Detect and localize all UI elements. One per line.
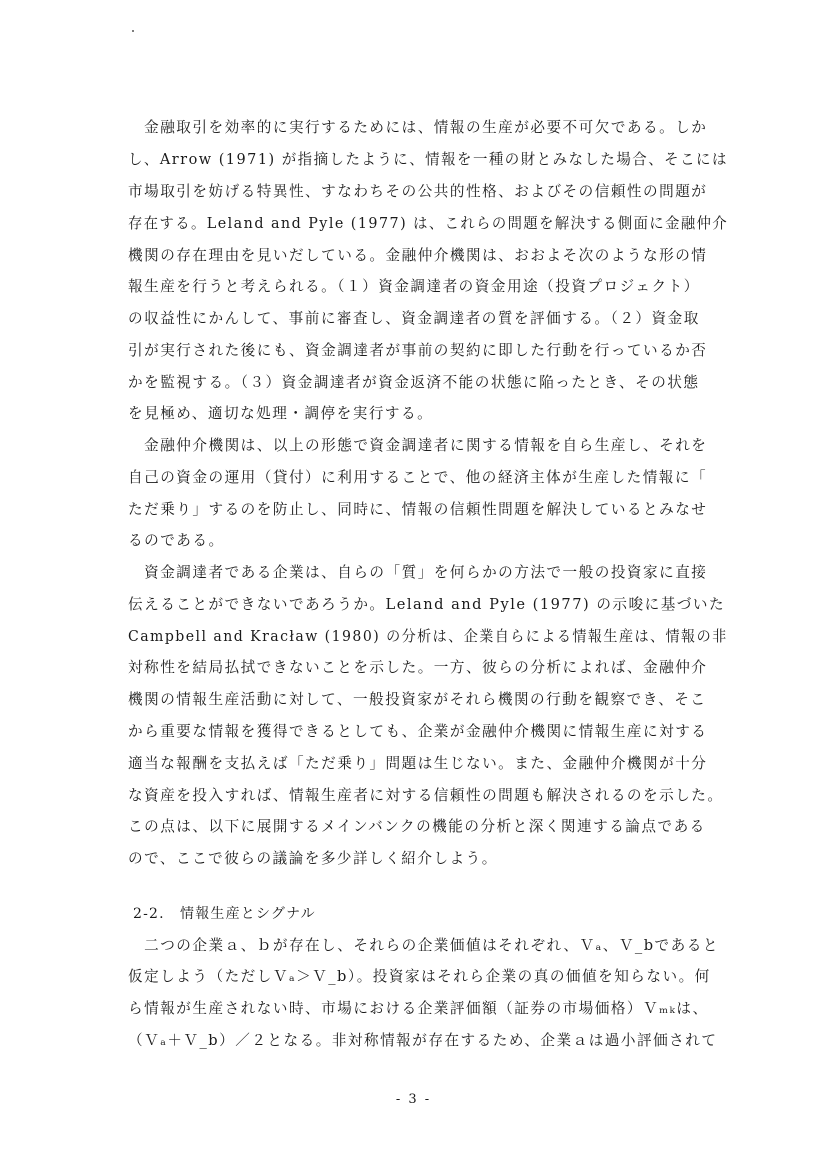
body-line: の収益性にかんして、事前に審査し、資金調達者の質を評価する。（２）資金取 (128, 310, 700, 327)
scan-speck (132, 30, 134, 32)
body-line: を見極め、適切な処理・調停を実行する。 (128, 405, 434, 422)
body-line: し、Arrow (1971) が指摘したように、情報を一種の財とみなした場合、そこには (128, 151, 728, 168)
body-line: るのである。 (128, 532, 225, 549)
body-line: 資金調達者である企業は、自らの「質」を何らかの方法で一般の投資家に直接 (128, 564, 708, 581)
section-line: 仮定しよう（ただしＶₐ＞Ｖ_b）。投資家はそれら企業の真の価値を知らない。何 (128, 968, 711, 985)
body-line: かを監視する。（３）資金調達者が資金返済不能の状態に陥ったとき、その状態 (128, 374, 700, 391)
body-line: Campbell and Kracław (1980) の分析は、企業自らによる情報生産は、情報の非 (128, 628, 728, 645)
body-line: 報生産を行うと考えられる。（１）資金調達者の資金用途（投資プロジェクト） (128, 278, 700, 295)
section-line: 二つの企業ａ、ｂが存在し、それらの企業価値はそれぞれ、Ｖₐ、Ｖ_bであると (128, 937, 719, 954)
body-line: この点は、以下に展開するメインバンクの機能の分析と深く関連する論点である (128, 818, 706, 835)
body-line: 伝えることができないであろうか。Leland and Pyle (1977) の示唆に基づいた (128, 596, 726, 613)
body-line: 適当な報酬を支払えば「ただ乗り」問題は生じない。また、金融仲介機関が十分 (128, 755, 708, 772)
body-line: 機関の存在理由を見いだしている。金融仲介機関は、おおよそ次のような形の情 (128, 247, 708, 264)
body-line: 金融取引を効率的に実行するためには、情報の生産が必要不可欠である。しか (128, 119, 708, 136)
body-line: から重要な情報を獲得できるとしても、企業が金融仲介機関に情報生産に対する (128, 723, 708, 740)
body-line: 市場取引を妨げる特異性、すなわちその公共的性格、およびその信頼性の問題が (128, 183, 708, 200)
section-heading: 2-2. 情報生産とシグナル (133, 906, 316, 922)
body-line: ただ乗り」するのを防止し、同時に、情報の信頼性問題を解決しているとみなせ (128, 501, 708, 518)
body-line: な資産を投入すれば、情報生産者に対する信頼性の問題も解決されるのを示した。 (128, 787, 724, 804)
section-line: （Ｖₐ＋Ｖ_b）／２となる。非対称情報が存在するため、企業ａは過小評価されて (128, 1032, 718, 1049)
page-number: - 3 - (395, 1092, 432, 1107)
body-line: 金融仲介機関は、以上の形態で資金調達者に関する情報を自ら生産し、それを (128, 437, 708, 454)
section-line: ら情報が生産されない時、市場における企業評価額（証券の市場価格）Ｖₘₖは、 (128, 1000, 709, 1017)
body-line: 自己の資金の運用（貸付）に利用することで、他の経済主体が生産した情報に「 (128, 469, 708, 486)
body-line: 引が実行された後にも、資金調達者が事前の契約に即した行動を行っているか否 (128, 342, 708, 359)
body-line: ので、ここで彼らの議論を多少詳しく紹介しよう。 (128, 850, 498, 867)
body-line: 対称性を結局払拭できないことを示した。一方、彼らの分析によれば、金融仲介 (128, 659, 708, 676)
body-line: 存在する。Leland and Pyle (1977) は、これらの問題を解決する側面に金融仲介 (128, 215, 729, 232)
body-line: 機関の情報生産活動に対して、一般投資家がそれら機関の行動を観察でき、そこ (128, 691, 707, 708)
